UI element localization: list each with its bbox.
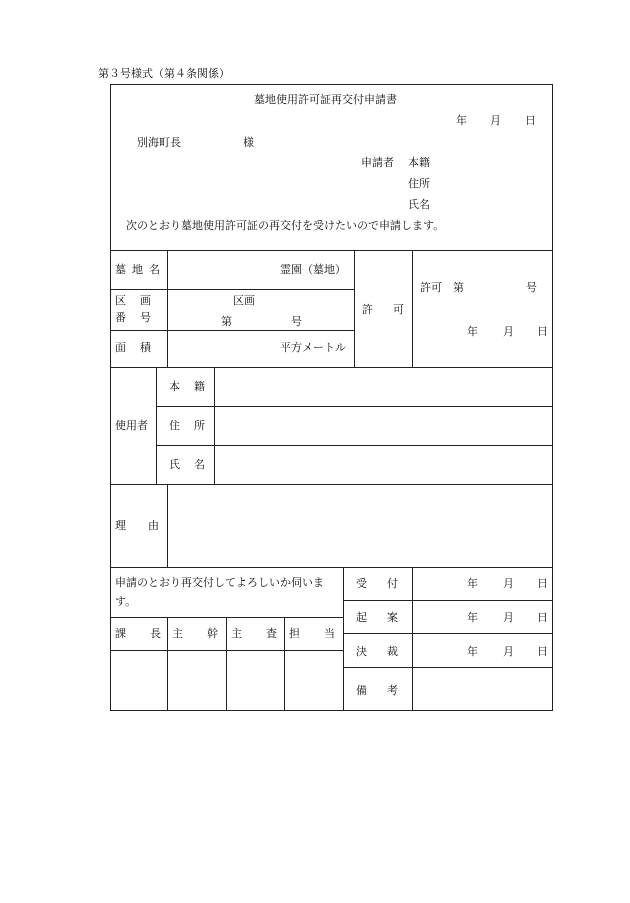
rule-user-row2	[156, 445, 553, 446]
applicant-label: 申請者	[361, 156, 394, 169]
block-no-prefix: 第	[221, 315, 232, 328]
block-word: 区画	[233, 294, 255, 307]
draft-label: 起案	[356, 611, 418, 624]
permit-number-label: 許可 第	[420, 281, 464, 294]
decision-day: 日	[537, 645, 548, 658]
draft-year: 年	[467, 611, 478, 624]
addressee: 別海町長	[137, 136, 181, 149]
statement: 次のとおり墓地使用許可証の再交付を受けたいので申請します。	[126, 219, 445, 232]
cemetery-suffix: 霊園（墓地）	[280, 263, 346, 276]
rule-office-right-row3	[343, 667, 553, 668]
decision-month: 月	[503, 645, 514, 658]
user-label: 使用者	[115, 419, 148, 432]
permit-number-suffix: 号	[526, 281, 537, 294]
stamp-staff-label: 担当	[289, 627, 359, 640]
decision-year: 年	[467, 645, 478, 658]
request-line-2: す。	[115, 595, 137, 608]
rule-user-top	[110, 367, 553, 368]
applicant-name-label: 氏名	[408, 198, 430, 211]
rule-grave-value-col	[354, 250, 355, 367]
site-name-label: 墓地名	[115, 263, 166, 276]
reason-label: 理由	[115, 519, 181, 532]
rule-office-right-row1	[343, 600, 553, 601]
request-line-1: 申請のとおり再交付してよろしいか伺いま	[115, 576, 324, 589]
block-label-bottom: 番号	[115, 311, 165, 324]
permit-month-label: 月	[503, 325, 514, 338]
rule-header-bottom	[110, 250, 553, 251]
permit-year-label: 年	[467, 325, 478, 338]
rule-grave-label-col	[167, 250, 168, 367]
permit-day-label: 日	[537, 325, 548, 338]
block-label-top: 区画	[115, 294, 165, 307]
form-title: 墓地使用許可証再交付申請書	[254, 93, 397, 106]
applicant-domicile-label: 本籍	[408, 156, 430, 169]
user-address-label: 住所	[169, 419, 219, 432]
user-name-label: 氏名	[169, 458, 219, 471]
draft-month: 月	[503, 611, 514, 624]
remarks-label: 備考	[356, 684, 418, 697]
stamp-supervisor-label: 主幹	[172, 627, 242, 640]
received-label: 受付	[356, 577, 418, 590]
permit-label: 許可	[362, 303, 424, 316]
rule-user-row1	[156, 406, 553, 407]
received-day: 日	[537, 577, 548, 590]
area-unit: 平方メートル	[280, 341, 346, 354]
area-label: 面積	[115, 341, 165, 354]
draft-day: 日	[537, 611, 548, 624]
stamp-examiner-label: 主査	[231, 627, 301, 640]
rule-grave-row1	[110, 289, 354, 290]
user-domicile-label: 本籍	[169, 380, 219, 393]
rule-office-top	[110, 567, 553, 568]
received-month: 月	[503, 577, 514, 590]
received-year: 年	[467, 577, 478, 590]
applicant-address-label: 住所	[408, 177, 430, 190]
stamp-chief-label: 課長	[115, 627, 185, 640]
rule-grave-row2	[110, 330, 354, 331]
rule-reason-top	[110, 484, 553, 485]
honorific: 様	[243, 136, 254, 149]
decision-label: 決裁	[356, 645, 418, 658]
date-year-label: 年	[456, 114, 467, 127]
rule-user-label-col	[156, 367, 157, 484]
date-day-label: 日	[525, 114, 536, 127]
date-month-label: 月	[490, 114, 501, 127]
rule-office-right-row2	[343, 633, 553, 634]
form-label: 第３号様式（第４条関係）	[98, 67, 230, 80]
block-no-suffix: 号	[291, 315, 302, 328]
